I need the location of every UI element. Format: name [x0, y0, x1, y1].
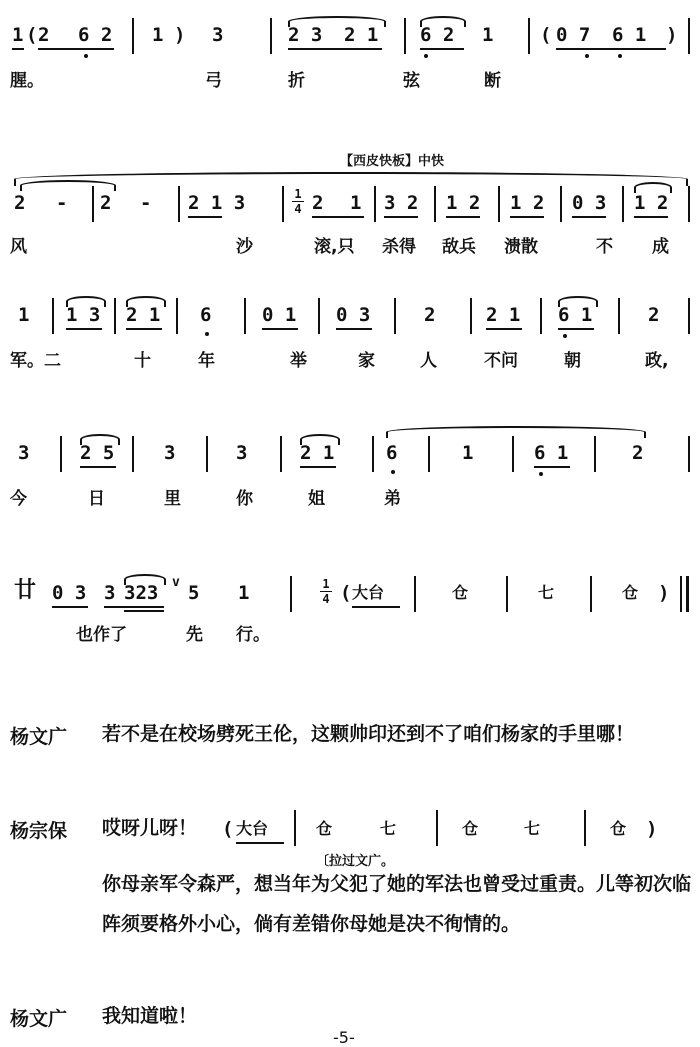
barline [688, 18, 690, 54]
note: 0 3 [52, 582, 87, 604]
underline [336, 328, 372, 330]
underline [572, 216, 606, 218]
barline [512, 436, 514, 472]
note: 6 [200, 304, 212, 326]
paren: ( [340, 582, 352, 604]
lyric: 军。二 [10, 351, 61, 371]
note: 2 [14, 192, 26, 214]
score-row-1 [0, 18, 700, 108]
note: 0 3 [572, 192, 607, 214]
lyric: 滚,只 [314, 237, 355, 257]
barline [594, 436, 596, 472]
dialogue-text: 若不是在校场劈死王伦，这颗帅印还到不了咱们杨家的手里哪！ [102, 723, 635, 745]
lyric: 家 [358, 351, 375, 371]
lyric: 敌兵 [442, 237, 476, 257]
note: 6 1 [534, 442, 569, 464]
speaker-name: 杨宗保 [10, 820, 68, 842]
percussion: 仓 [622, 583, 639, 602]
note: 2 1 [300, 442, 335, 464]
lyric: 不 [596, 237, 613, 257]
underline [288, 48, 382, 50]
barline [374, 186, 376, 222]
lyric: 今 [10, 489, 27, 509]
note: 2 3 [288, 24, 323, 46]
low-dot [585, 54, 589, 58]
lyric: 政, [645, 351, 669, 371]
underline [38, 48, 114, 50]
time-sig-bottom: 4 [294, 202, 302, 216]
barline [52, 298, 54, 334]
note: 6 1 [612, 24, 647, 46]
low-dot [424, 54, 428, 58]
barline [92, 186, 94, 222]
dialogue-text: 我知道啦！ [102, 1005, 198, 1027]
percussion: 大台 [352, 583, 385, 602]
lyric: 弦 [403, 71, 420, 91]
score-row-2 [0, 150, 700, 265]
barline [688, 436, 690, 472]
underline [52, 606, 88, 608]
barline [318, 298, 320, 334]
barline [498, 186, 500, 222]
note: 1 2 [634, 192, 669, 214]
barline [434, 186, 436, 222]
note: 2 1 [486, 304, 521, 326]
note: 6 2 [420, 24, 455, 46]
dialogue-text: 你母亲军令森严，想当年为父犯了她的军法也曾受过重责。儿等初次临阵须要格外小心，倘有差错你母她是决不徇情的。 [102, 873, 692, 935]
barline [414, 576, 416, 612]
paren: ) [658, 582, 670, 604]
barline [436, 810, 438, 846]
note: 323 [124, 582, 159, 604]
note: 2 1 [344, 24, 379, 46]
note: 1 2 [446, 192, 481, 214]
barline [280, 436, 282, 472]
paren: ( [26, 24, 38, 46]
lyric: 沙 [236, 237, 253, 257]
barline [60, 436, 62, 472]
paren: ) [666, 24, 678, 46]
time-signature [292, 188, 304, 215]
barline [282, 186, 284, 222]
note: 1 2 [510, 192, 545, 214]
low-dot [205, 332, 209, 336]
dash: - [140, 192, 152, 214]
percussion: 仓 [452, 583, 469, 602]
note: 2 [312, 192, 324, 214]
lyric: 十 [134, 351, 151, 371]
underline [558, 328, 594, 330]
underline [420, 48, 464, 50]
paren: ( [222, 818, 234, 840]
underline [66, 328, 102, 330]
page-number: -5- [333, 1028, 355, 1047]
note: 2 1 [126, 304, 161, 326]
speaker-name: 杨文广 [10, 726, 68, 748]
underline [634, 216, 668, 218]
lyric: 先 [186, 625, 203, 645]
percussion: 仓 [610, 819, 627, 838]
lyric: 折 [288, 71, 305, 91]
underline [124, 610, 164, 612]
underline [446, 216, 480, 218]
barline [270, 18, 272, 54]
note: 3 [18, 442, 30, 464]
barline [688, 186, 690, 222]
lyric: 年 [198, 351, 215, 371]
barline [114, 298, 116, 334]
barline [176, 298, 178, 334]
percussion: 七 [524, 819, 541, 838]
note: 2 [424, 304, 436, 326]
barline [244, 298, 246, 334]
time-sig-bottom: 4 [322, 592, 330, 606]
low-dot [84, 54, 88, 58]
percussion: 仓 [316, 819, 333, 838]
barline [618, 298, 620, 334]
note: 1 [482, 24, 494, 46]
percussion: 七 [380, 819, 397, 838]
note: 0 7 [556, 24, 591, 46]
note: 1 [18, 304, 30, 326]
lyric: 人 [420, 351, 437, 371]
barline [470, 298, 472, 334]
barline [178, 186, 180, 222]
final-barline-thick [686, 576, 689, 612]
paren: ) [646, 818, 658, 840]
note: 2 [632, 442, 644, 464]
underline [104, 606, 164, 608]
stage-direction: 〔拉过文广。 [316, 854, 395, 869]
time-sig-top: 1 [294, 187, 302, 201]
slur [20, 180, 116, 191]
note: 1 [350, 192, 362, 214]
prefix-mark: 廿 [14, 578, 37, 603]
lyric: 姐 [308, 489, 325, 509]
barline [290, 576, 292, 612]
barline [622, 186, 624, 222]
note: 1 [12, 24, 24, 46]
tempo-marking: 【西皮快板】中快 [340, 154, 445, 169]
underline [510, 216, 544, 218]
barline [560, 186, 562, 222]
underline [262, 328, 298, 330]
barline [404, 18, 406, 54]
lyric: 你 [236, 489, 253, 509]
note: 2 5 [80, 442, 115, 464]
time-signature [320, 578, 332, 605]
note: 3 [104, 582, 116, 604]
note: 3 [164, 442, 176, 464]
lyric: 杀得 [382, 237, 416, 257]
barline [428, 436, 430, 472]
barline [372, 436, 374, 472]
barline [294, 810, 296, 846]
note: 3 [212, 24, 224, 46]
note: 6 1 [558, 304, 593, 326]
note: 0 1 [262, 304, 297, 326]
score-row-3 [0, 298, 700, 388]
barline [506, 576, 508, 612]
lyric: 溃散 [504, 237, 538, 257]
time-sig-top: 1 [322, 577, 330, 591]
paren: ( [540, 24, 552, 46]
barline [394, 298, 396, 334]
percussion: 大台 [236, 819, 269, 838]
barline [132, 436, 134, 472]
note: 2 [38, 24, 50, 46]
lyric: 日 [88, 489, 105, 509]
lyric: 行。 [236, 625, 270, 645]
dialogue-text: 哎呀儿呀！ [102, 817, 198, 839]
final-barline [680, 576, 682, 612]
low-dot [391, 470, 395, 474]
barline [590, 576, 592, 612]
low-dot [563, 334, 567, 338]
dash: - [56, 192, 68, 214]
slur [386, 426, 646, 438]
note: 2 1 3 [188, 192, 246, 214]
note: 1 [238, 582, 250, 604]
barline [528, 18, 530, 54]
note: 2 [100, 192, 112, 214]
underline [80, 466, 116, 468]
low-dot [618, 54, 622, 58]
note: 1 [462, 442, 474, 464]
lyric: 风 [10, 237, 27, 257]
note: 5 [188, 582, 200, 604]
underline [352, 606, 400, 608]
lyric: 弟 [384, 489, 401, 509]
underline [12, 48, 24, 50]
underline [126, 328, 162, 330]
underline [312, 216, 364, 218]
note: 0 3 [336, 304, 371, 326]
barline [132, 18, 134, 54]
lyric: 也作了 [76, 625, 127, 645]
lyric: 成 [652, 237, 669, 257]
underline [486, 328, 522, 330]
speaker-name: 杨文广 [10, 1008, 68, 1030]
lyric: 举 [290, 351, 307, 371]
underline [236, 842, 284, 844]
underline [556, 48, 666, 50]
note: 6 [386, 442, 398, 464]
paren: ) [174, 24, 186, 46]
lyric: 弓 [205, 71, 222, 91]
lyric: 里 [164, 489, 181, 509]
lyric: 腥。 [10, 71, 44, 91]
lyric: 断 [484, 71, 501, 91]
note: 6 2 [78, 24, 113, 46]
note: 2 [648, 304, 660, 326]
note: 1 3 [66, 304, 101, 326]
percussion: 七 [538, 583, 555, 602]
note: 3 [236, 442, 248, 464]
barline [584, 810, 586, 846]
breath-mark: v [172, 575, 180, 590]
barline [540, 298, 542, 334]
score-row-5 [0, 576, 700, 666]
underline [534, 466, 570, 468]
lyric: 不问 [484, 351, 518, 371]
underline [300, 466, 336, 468]
underline [384, 216, 418, 218]
percussion: 仓 [462, 819, 479, 838]
underline [188, 216, 222, 218]
low-dot [539, 472, 543, 476]
barline [688, 298, 690, 334]
note: 3 2 [384, 192, 419, 214]
lyric: 朝 [564, 351, 581, 371]
score-row-4 [0, 436, 700, 526]
barline [206, 436, 208, 472]
note: 1 [152, 24, 164, 46]
